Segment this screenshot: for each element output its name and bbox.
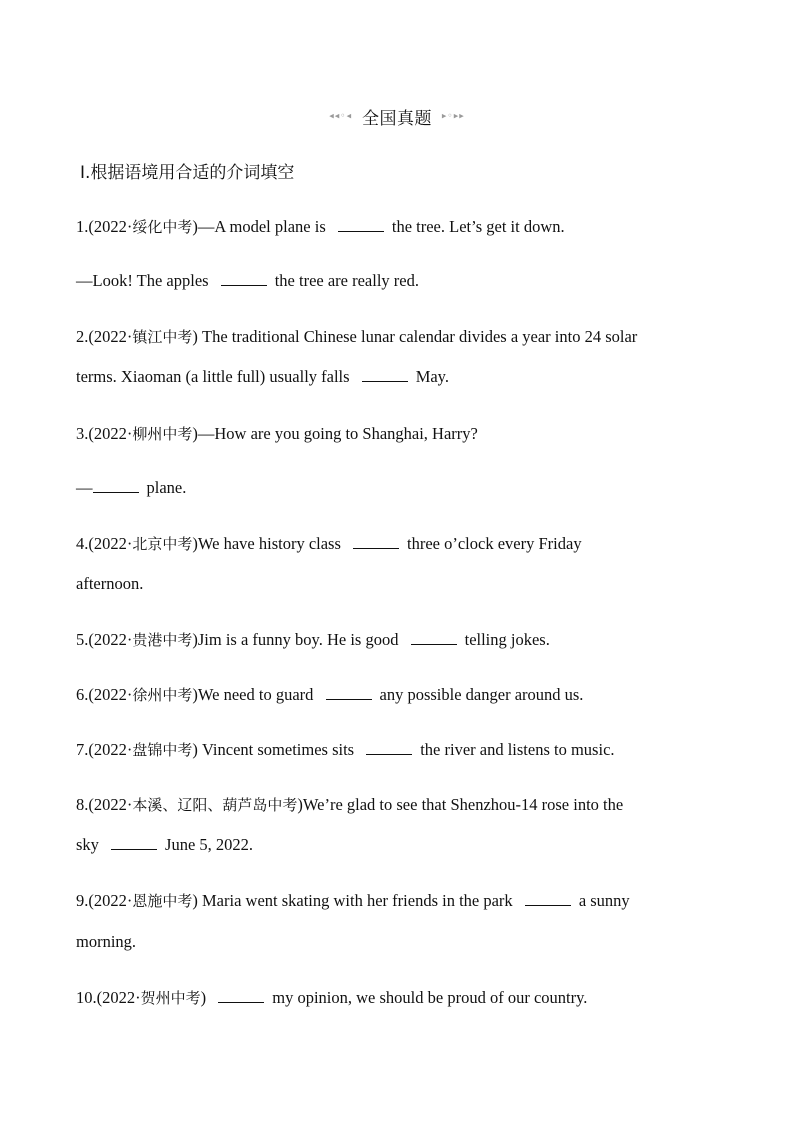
question-3-line-1 — [76, 423, 726, 445]
question-4-line-2 — [76, 573, 726, 595]
question-text: afternoon. — [76, 574, 144, 593]
question-text: ) Maria went skating with her friends in the park — [192, 891, 513, 910]
answer-blank[interactable] — [525, 891, 571, 906]
page-title: 全国真题 — [362, 109, 432, 129]
question-text: morning. — [76, 932, 137, 951]
question-2-line-1 — [76, 326, 726, 348]
question-number: 7.(2022· — [76, 740, 133, 759]
question-source: 贺州中考 — [140, 989, 201, 1007]
question-number: 3.(2022· — [76, 424, 133, 443]
question-text: May. — [415, 367, 449, 386]
header-decoration-right: ▸◦▸▸ — [441, 111, 465, 122]
answer-blank[interactable] — [338, 217, 384, 232]
question-text: the tree are really red. — [274, 271, 419, 290]
question-text: my opinion, we should be proud of our country. — [272, 988, 588, 1007]
question-1-line-1 — [76, 216, 726, 238]
header-decoration-left: ◂◂◦◂ — [329, 111, 353, 122]
question-text: )—How are you going to Shanghai, Harry? — [192, 424, 478, 443]
question-source: 绥化中考 — [132, 218, 193, 236]
question-source: 本溪、辽阳、葫芦岛中考 — [132, 796, 298, 814]
question-text: telling jokes. — [464, 630, 550, 649]
question-2-line-2 — [76, 366, 726, 388]
question-text: the river and listens to music. — [420, 740, 615, 759]
question-3-line-2 — [76, 477, 726, 499]
question-8-line-1 — [76, 794, 726, 816]
question-text: )We have history class — [192, 534, 341, 553]
question-10 — [76, 987, 726, 1009]
question-source: 镇江中考 — [132, 328, 193, 346]
question-number: 4.(2022· — [76, 534, 133, 553]
question-number: 5.(2022· — [76, 630, 133, 649]
question-source: 贵港中考 — [132, 631, 193, 649]
answer-blank[interactable] — [326, 685, 372, 700]
question-text: )—A model plane is — [192, 217, 326, 236]
question-text: ) Vincent sometimes sits — [192, 740, 355, 759]
question-text: ) The traditional Chinese lunar calendar divides a year into 24 solar — [192, 327, 638, 346]
question-source: 徐州中考 — [132, 686, 193, 704]
question-source: 柳州中考 — [132, 425, 193, 443]
question-1-line-2 — [76, 270, 726, 292]
question-text: sky — [76, 835, 99, 854]
question-text: plane. — [146, 478, 187, 497]
question-number: 10.(2022· — [76, 988, 141, 1007]
question-number: 6.(2022· — [76, 685, 133, 704]
question-number: 2.(2022· — [76, 327, 133, 346]
page-header — [0, 104, 794, 129]
section-title: Ⅰ.根据语境用合适的介词填空 — [80, 163, 295, 183]
question-8-line-2 — [76, 834, 726, 856]
question-4-line-1 — [76, 533, 726, 555]
answer-blank[interactable] — [411, 630, 457, 645]
answer-blank[interactable] — [218, 988, 264, 1003]
question-text: ) — [200, 988, 207, 1007]
question-text: )We’re glad to see that Shenzhou-14 rose into the — [297, 795, 624, 814]
question-source: 北京中考 — [132, 535, 193, 553]
question-7 — [76, 739, 726, 761]
question-number: 1.(2022· — [76, 217, 133, 236]
answer-blank[interactable] — [93, 478, 139, 493]
question-text: )We need to guard — [192, 685, 314, 704]
question-text: a sunny — [578, 891, 630, 910]
answer-blank[interactable] — [221, 271, 267, 286]
question-number: 9.(2022· — [76, 891, 133, 910]
question-text: three o’clock every Friday — [407, 534, 582, 553]
question-9-line-1 — [76, 890, 726, 912]
answer-blank[interactable] — [353, 534, 399, 549]
question-9-line-2 — [76, 931, 726, 953]
question-text: )Jim is a funny boy. He is good — [192, 630, 399, 649]
question-number: 8.(2022· — [76, 795, 133, 814]
question-text: the tree. Let’s get it down. — [391, 217, 565, 236]
question-text: any possible danger around us. — [379, 685, 584, 704]
answer-blank[interactable] — [366, 740, 412, 755]
answer-blank[interactable] — [111, 835, 157, 850]
question-source: 恩施中考 — [132, 892, 193, 910]
answer-blank[interactable] — [362, 367, 408, 382]
question-5 — [76, 629, 726, 651]
question-text: — — [76, 478, 93, 497]
question-source: 盘锦中考 — [132, 741, 193, 759]
question-text: June 5, 2022. — [165, 835, 254, 854]
question-text: terms. Xiaoman (a little full) usually falls — [76, 367, 350, 386]
question-text: —Look! The apples — [76, 271, 209, 290]
question-6 — [76, 684, 726, 706]
